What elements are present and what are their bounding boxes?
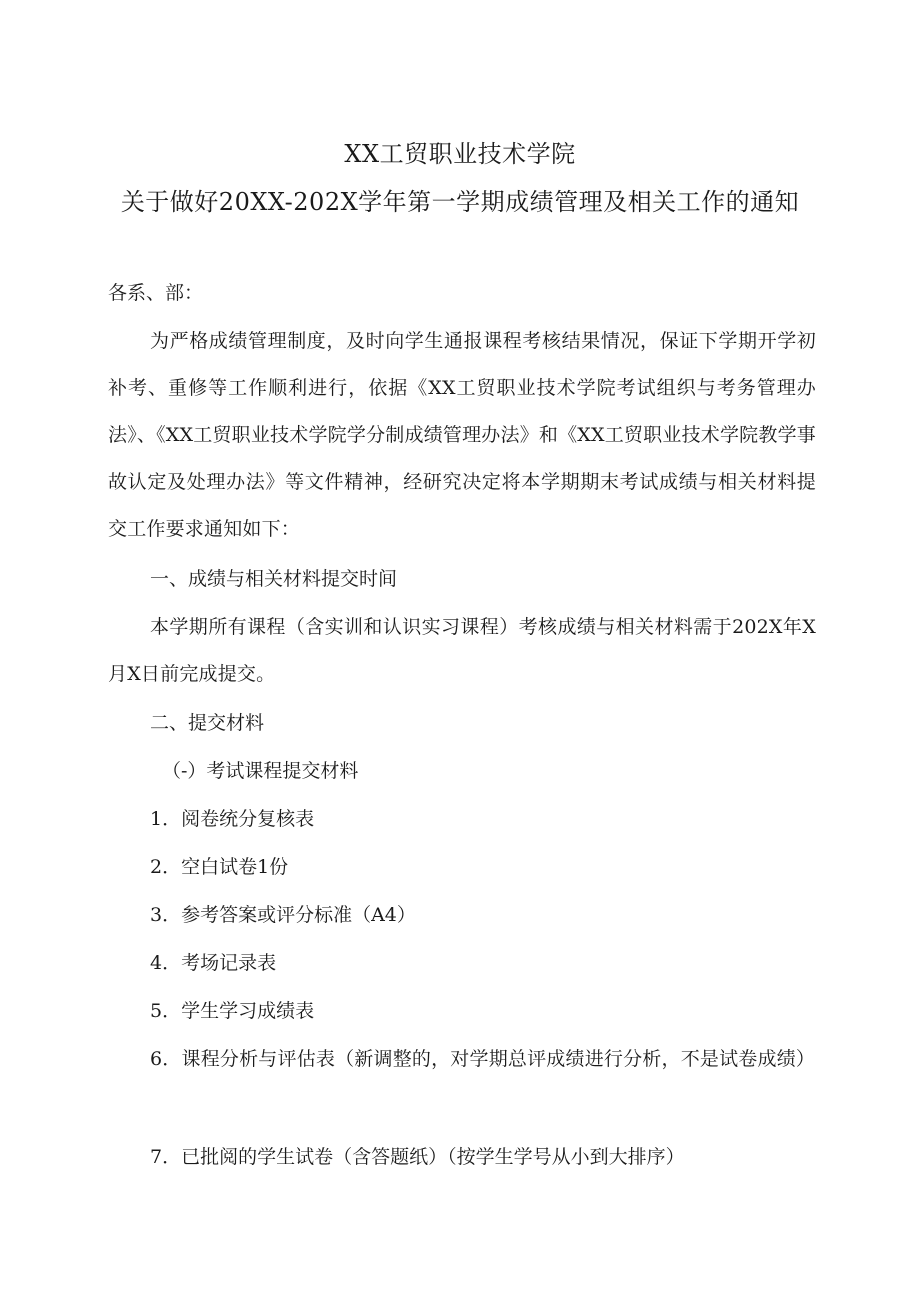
section-1-body: 本学期所有课程（含实训和认识实习课程）考核成绩与相关材料需于202X年X月X日前完成提交。 bbox=[108, 616, 816, 685]
section-1-heading: 一、成绩与相关材料提交时间 bbox=[150, 568, 398, 590]
list-item: 3．参考答案或评分标准（A4） bbox=[150, 904, 416, 926]
section-2-heading: 二、提交材料 bbox=[150, 712, 265, 734]
notice-title: 关于做好20XX-202X学年第一学期成绩管理及相关工作的通知 bbox=[120, 188, 800, 216]
institution-title: XX工贸职业技术学院 bbox=[344, 140, 576, 168]
list-item: 1．阅卷统分复核表 bbox=[150, 808, 315, 830]
list-item: 2．空白试卷1份 bbox=[150, 856, 289, 878]
list-item: 5．学生学习成绩表 bbox=[150, 1000, 315, 1022]
intro-paragraph: 为严格成绩管理制度，及时向学生通报课程考核结果情况，保证下学期开学初补考、重修等工作顺利进行，依据《XX工贸职业技术学院考试组织与考务管理办法》、《XX工贸职业技术学院学分制成绩管理办法》和《XX工贸职业技术学院教学事故认定及处理办法》等文件精神，经研究决定将本学期期末考试成绩与相关材料提交工作要求通知如下： bbox=[108, 330, 816, 540]
list-item: 4．考场记录表 bbox=[150, 952, 277, 974]
section-2-subheading: （-）考试课程提交材料 bbox=[162, 760, 359, 782]
salutation: 各系、部： bbox=[108, 282, 204, 304]
list-item: 7．已批阅的学生试卷（含答题纸）（按学生学号从小到大排序） bbox=[150, 1146, 685, 1168]
list-item: 6．课程分析与评估表（新调整的，对学期总评成绩进行分析，不是试卷成绩） bbox=[150, 1048, 816, 1070]
